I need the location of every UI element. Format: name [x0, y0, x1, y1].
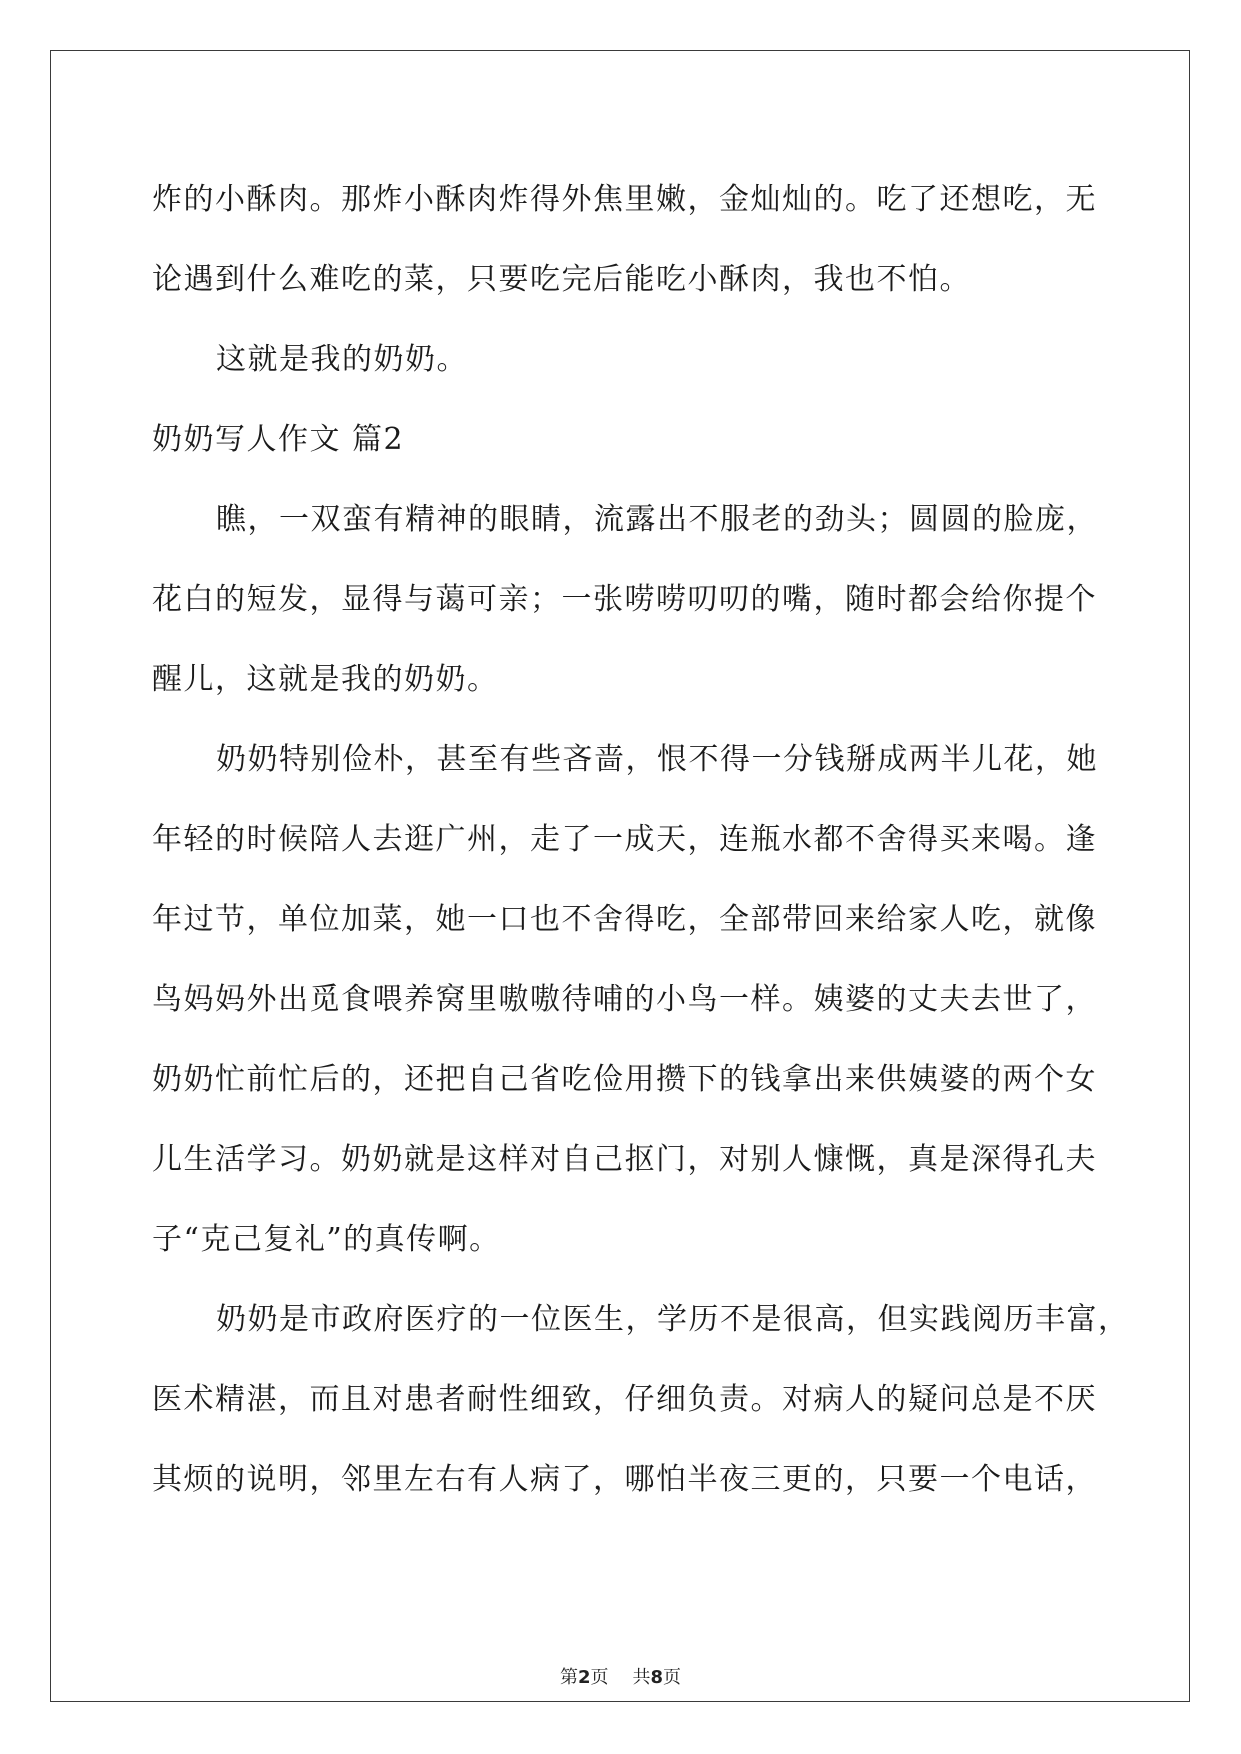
paragraph-line: 瞧，一双蛮有精神的眼睛，流露出不服老的劲头；圆圆的脸庞， — [216, 502, 1098, 537]
page-prefix: 第 — [559, 1667, 578, 1688]
paragraph-line: 鸟妈妈外出觅食喂养窝里嗷嗷待哺的小鸟一样。姨婆的丈夫去世了， — [152, 982, 1097, 1017]
paragraph-line: 医术精湛，而且对患者耐性细致，仔细负责。对病人的疑问总是不厌 — [152, 1382, 1097, 1417]
paragraph-line: 年轻的时候陪人去逛广州，走了一成天，连瓶水都不舍得买来喝。逢 — [152, 822, 1097, 857]
paragraph-line: 这就是我的奶奶。 — [216, 342, 468, 377]
page-footer — [0, 1666, 1241, 1690]
total-suffix: 页 — [663, 1667, 682, 1688]
paragraph-line: 奶奶是市政府医疗的一位医生，学历不是很高，但实践阅历丰富， — [216, 1302, 1130, 1337]
paragraph-line: 儿生活学习。奶奶就是这样对自己抠门，对别人慷慨，真是深得孔夫 — [152, 1142, 1097, 1177]
document-body — [152, 160, 1130, 1520]
section-heading: 奶奶写人作文 篇2 — [152, 422, 405, 457]
total-prefix: 共 — [632, 1667, 651, 1688]
total-pages: 8 — [650, 1667, 664, 1688]
paragraph-line: 奶奶忙前忙后的，还把自己省吃俭用攒下的钱拿出来供姨婆的两个女 — [152, 1062, 1097, 1097]
paragraph-line: 醒儿，这就是我的奶奶。 — [152, 662, 499, 697]
paragraph-line: 子“克己复礼”的真传啊。 — [152, 1222, 501, 1257]
paragraph-line: 炸的小酥肉。那炸小酥肉炸得外焦里嫩，金灿灿的。吃了还想吃，无 — [152, 182, 1097, 217]
paragraph-line: 其烦的说明，邻里左右有人病了，哪怕半夜三更的，只要一个电话， — [152, 1462, 1097, 1497]
paragraph-line: 花白的短发，显得与蔼可亲；一张唠唠叨叨的嘴，随时都会给你提个 — [152, 582, 1097, 617]
paragraph-line: 年过节，单位加菜，她一口也不舍得吃，全部带回来给家人吃，就像 — [152, 902, 1097, 937]
paragraph-line: 论遇到什么难吃的菜，只要吃完后能吃小酥肉，我也不怕。 — [152, 262, 971, 297]
page-number: 2 — [577, 1667, 591, 1688]
page-suffix: 页 — [590, 1667, 609, 1688]
paragraph-line: 奶奶特别俭朴，甚至有些吝啬，恨不得一分钱掰成两半儿花，她 — [216, 742, 1098, 777]
